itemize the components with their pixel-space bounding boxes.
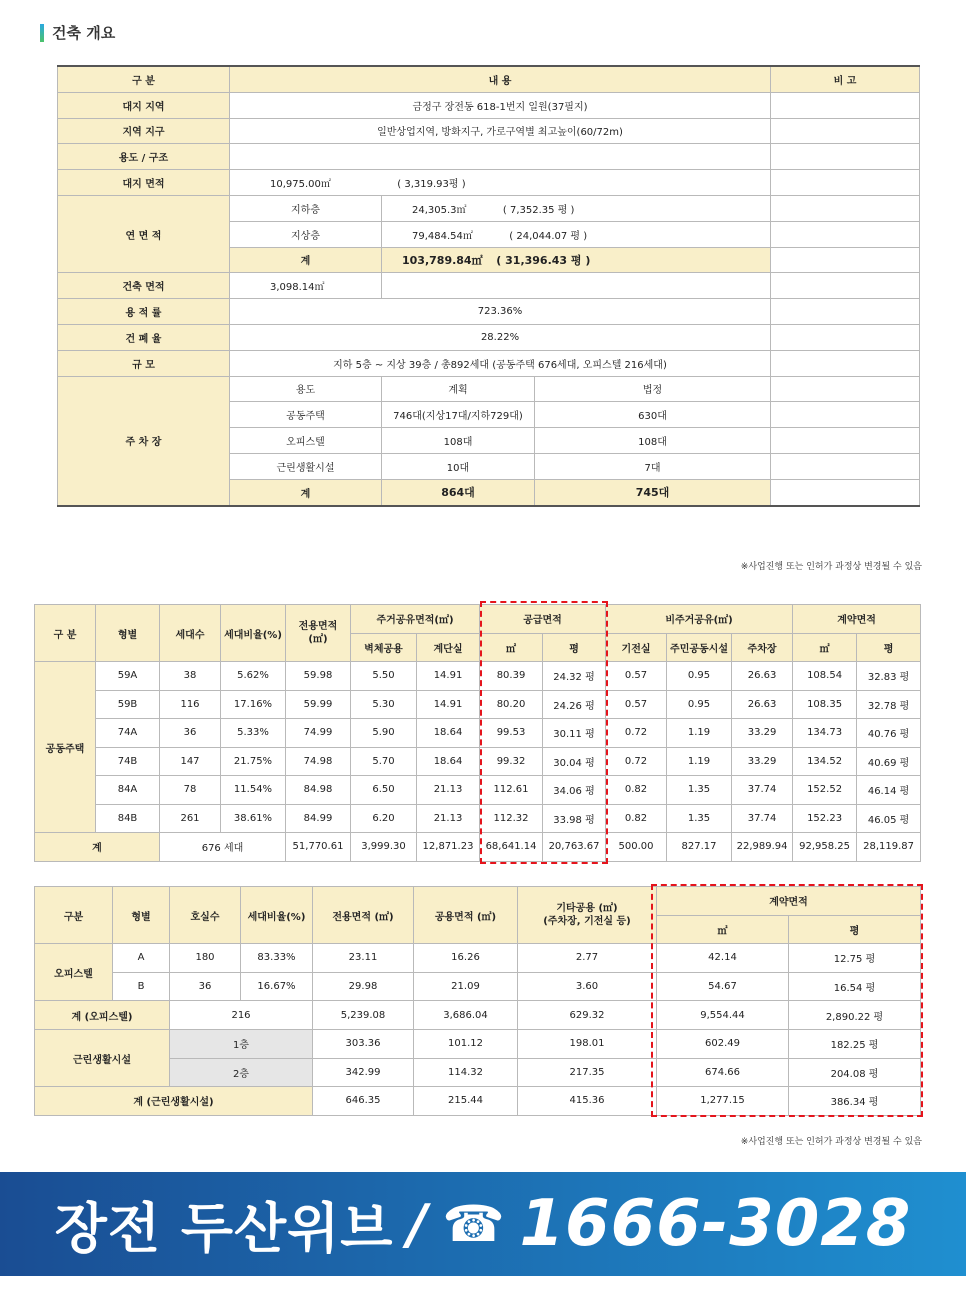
apt-head-machine: 기전실 (606, 633, 667, 662)
building-area-label: 건축 면적 (58, 273, 230, 299)
apt-cell: 59A (96, 662, 160, 691)
off-cell: 180 (170, 944, 241, 973)
retail-total-cell: 215.44 (414, 1087, 518, 1116)
off-total-label: 계 (오피스텔) (35, 1001, 170, 1030)
apt-total-cell: 92,958.25 (793, 833, 857, 862)
off-total-cell: 9,554.44 (657, 1001, 789, 1030)
off-head-other-sub: (주차장, 기전실 등) (543, 916, 631, 928)
contact-banner (0, 1172, 966, 1276)
apt-cell: 1.19 (667, 719, 732, 748)
site-area-pyeong: ( 3,319.93평 ) (397, 179, 466, 191)
off-head-gubun: 구분 (35, 887, 113, 944)
off-cell: B (113, 972, 170, 1001)
retail-total-cell: 1,277.15 (657, 1087, 789, 1116)
retail-cell: 101.12 (414, 1029, 518, 1058)
apt-cell: 33.29 (732, 719, 793, 748)
apt-cell: 152.52 (793, 776, 857, 805)
retail-cell: 674.66 (657, 1058, 789, 1087)
retail-total-cell: 646.35 (313, 1087, 414, 1116)
floor-area-total-name: 계 (230, 247, 382, 273)
building-area-value: 3,098.14㎡ (230, 273, 382, 299)
apt-cell: 0.72 (606, 747, 667, 776)
apt-group-label: 공동주택 (35, 662, 96, 833)
parking-label: 주 차 장 (58, 376, 230, 505)
zone-value: 일반상업지역, 방화지구, 가로구역별 최고높이(60/72m) (230, 118, 771, 144)
apt-cell: 108.35 (793, 690, 857, 719)
phone-number[interactable]: 1666-3028 (519, 1187, 912, 1261)
bcr-label: 건 폐 율 (58, 324, 230, 350)
head-gubun: 구 분 (58, 66, 230, 92)
off-head-other (518, 887, 657, 944)
off-cell: 29.98 (313, 972, 414, 1001)
off-head-ratio: 세대비율(%) (241, 887, 313, 944)
apt-cell: 0.95 (667, 662, 732, 691)
banner-text (55, 1186, 912, 1263)
apt-cell: 74A (96, 719, 160, 748)
apt-total-cell: 22,989.94 (732, 833, 793, 862)
off-total-cell: 2,890.22 평 (789, 1001, 921, 1030)
apt-head-wall: 벽체공용 (351, 633, 417, 662)
off-cell: 83.33% (241, 944, 313, 973)
apt-cell: 36 (160, 719, 221, 748)
apt-total-cell: 827.17 (667, 833, 732, 862)
off-total-rooms: 216 (170, 1001, 313, 1030)
overview-table (57, 65, 920, 507)
apt-cell: 0.95 (667, 690, 732, 719)
apt-cell: 14.91 (417, 690, 480, 719)
parking-head-legal: 법정 (535, 376, 771, 402)
off-total-cell: 5,239.08 (313, 1001, 414, 1030)
apt-cell: 112.61 (480, 776, 543, 805)
scale-label: 규 모 (58, 350, 230, 376)
off-head-contract-pyeong: 평 (789, 915, 921, 944)
phone-icon: ☎ (442, 1195, 506, 1253)
apt-cell: 99.32 (480, 747, 543, 776)
off-cell: 23.11 (313, 944, 414, 973)
off-head-type: 형별 (113, 887, 170, 944)
apt-head-community: 주민공동시설 (667, 633, 732, 662)
off-cell: 42.14 (657, 944, 789, 973)
retail-total-cell: 415.36 (518, 1087, 657, 1116)
apt-cell: 84.99 (286, 804, 351, 833)
retail-cell: 114.32 (414, 1058, 518, 1087)
off-head-exclusive: 전용면적 (㎡) (313, 887, 414, 944)
apt-cell: 37.74 (732, 804, 793, 833)
site-area-label: 대지 면적 (58, 170, 230, 196)
apt-head-contract-sqm: ㎡ (793, 633, 857, 662)
apt-cell: 84.98 (286, 776, 351, 805)
section-title (40, 22, 115, 43)
apt-cell: 5.62% (221, 662, 286, 691)
apt-cell: 0.72 (606, 719, 667, 748)
apt-cell: 59.99 (286, 690, 351, 719)
banner-name: 장전 두산위브 (54, 1196, 394, 1260)
apt-cell: 33.29 (732, 747, 793, 776)
parking-total-plan: 864대 (382, 479, 535, 505)
apt-head-units: 세대수 (160, 605, 221, 662)
apt-cell: 30.04 평 (543, 747, 606, 776)
apt-cell: 147 (160, 747, 221, 776)
retail-cell: 217.35 (518, 1058, 657, 1087)
retail-group-label: 근린생활시설 (35, 1029, 170, 1086)
floor-area-row (382, 195, 771, 221)
off-head-contract-sqm: ㎡ (657, 915, 789, 944)
apt-head-residential-common: 주거공유면적(㎡) (351, 605, 480, 634)
parking-head-use: 용도 (230, 376, 382, 402)
apt-cell: 33.98 평 (543, 804, 606, 833)
apt-cell: 116 (160, 690, 221, 719)
apt-total-cell: 68,641.14 (480, 833, 543, 862)
floor-area-total-pyeong: ( 31,396.43 평 ) (496, 253, 591, 267)
apt-head-type: 형별 (96, 605, 160, 662)
apt-cell: 40.76 평 (857, 719, 921, 748)
apt-cell: 84A (96, 776, 160, 805)
retail-cell: 198.01 (518, 1029, 657, 1058)
parking-legal: 108대 (535, 428, 771, 454)
apt-cell: 74.99 (286, 719, 351, 748)
apt-cell: 6.20 (351, 804, 417, 833)
apt-total-cell: 51,770.61 (286, 833, 351, 862)
section-title-text: 건축 개요 (52, 24, 116, 42)
apt-cell: 17.16% (221, 690, 286, 719)
off-total-cell: 629.32 (518, 1001, 657, 1030)
scale-value: 지하 5층 ~ 지상 39층 / 총892세대 (공동주택 676세대, 오피스텔 216세대) (230, 350, 771, 376)
off-group-label: 오피스텔 (35, 944, 113, 1001)
apt-cell: 38.61% (221, 804, 286, 833)
off-total-cell: 3,686.04 (414, 1001, 518, 1030)
apt-cell: 74B (96, 747, 160, 776)
floor-area-pyeong: ( 7,352.35 평 ) (502, 204, 575, 216)
bcr-value: 28.22% (230, 324, 771, 350)
apt-cell: 80.39 (480, 662, 543, 691)
parking-legal: 7대 (535, 453, 771, 479)
apt-cell: 134.73 (793, 719, 857, 748)
off-cell: 3.60 (518, 972, 657, 1001)
floor-area-total-sqm: 103,789.84㎡ (402, 253, 483, 267)
apt-cell: 112.32 (480, 804, 543, 833)
far-label: 용 적 률 (58, 299, 230, 325)
apt-cell: 30.11 평 (543, 719, 606, 748)
apt-head-supply-sqm: ㎡ (480, 633, 543, 662)
head-content: 내 용 (230, 66, 771, 92)
apt-head-parking: 주차장 (732, 633, 793, 662)
apt-cell: 59B (96, 690, 160, 719)
off-head-common: 공용면적 (㎡) (414, 887, 518, 944)
floor-area-name: 지하층 (230, 195, 382, 221)
apt-head-exclusive-unit: (㎡) (308, 634, 328, 645)
apt-cell: 80.20 (480, 690, 543, 719)
off-cell: 54.67 (657, 972, 789, 1001)
apt-cell: 78 (160, 776, 221, 805)
apt-head-gubun: 구 분 (35, 605, 96, 662)
off-cell: 16.54 평 (789, 972, 921, 1001)
off-head-rooms: 호실수 (170, 887, 241, 944)
floor-area-sqm: 24,305.3㎡ (412, 204, 467, 216)
retail-cell: 182.25 평 (789, 1029, 921, 1058)
off-cell: A (113, 944, 170, 973)
apt-head-non-residential: 비주거공유(㎡) (606, 605, 793, 634)
floor-area-sqm: 79,484.54㎡ (412, 230, 473, 242)
apt-cell: 5.50 (351, 662, 417, 691)
site-area-value (230, 170, 771, 196)
apt-cell: 18.64 (417, 719, 480, 748)
apt-cell: 5.70 (351, 747, 417, 776)
site-area-sqm: 10,975.00㎡ (270, 179, 331, 191)
parking-use: 근린생활시설 (230, 453, 382, 479)
apt-cell: 26.63 (732, 662, 793, 691)
floor-area-row (382, 221, 771, 247)
retail-floor: 2층 (170, 1058, 313, 1087)
change-note: ※사업진행 또는 인허가 과정상 변경될 수 있음 (740, 562, 922, 572)
title-bar-icon (40, 24, 44, 42)
retail-total-label: 계 (근린생활시설) (35, 1087, 313, 1116)
apt-cell: 14.91 (417, 662, 480, 691)
apt-total-cell: 12,871.23 (417, 833, 480, 862)
retail-cell: 342.99 (313, 1058, 414, 1087)
apt-cell: 32.83 평 (857, 662, 921, 691)
apt-cell: 37.74 (732, 776, 793, 805)
off-cell: 36 (170, 972, 241, 1001)
apt-cell: 18.64 (417, 747, 480, 776)
apt-cell: 59.98 (286, 662, 351, 691)
parking-head-plan: 계획 (382, 376, 535, 402)
floor-area-total (382, 247, 771, 273)
off-head-contract: 계약면적 (657, 887, 921, 916)
off-cell: 12.75 평 (789, 944, 921, 973)
apt-head-supply: 공급면적 (480, 605, 606, 634)
apt-cell: 0.82 (606, 776, 667, 805)
apt-cell: 261 (160, 804, 221, 833)
floor-area-name: 지상층 (230, 221, 382, 247)
apt-cell: 134.52 (793, 747, 857, 776)
parking-total-legal: 745대 (535, 479, 771, 505)
apt-total-cell: 3,999.30 (351, 833, 417, 862)
apt-total-label: 계 (35, 833, 160, 862)
use-value (230, 144, 771, 170)
apt-cell: 1.35 (667, 776, 732, 805)
apt-cell: 5.33% (221, 719, 286, 748)
officetel-table (34, 886, 921, 1116)
parking-total-use: 계 (230, 479, 382, 505)
apt-cell: 21.75% (221, 747, 286, 776)
apt-total-cell: 500.00 (606, 833, 667, 862)
apt-head-exclusive-text: 전용면적 (298, 621, 338, 632)
site-location-label: 대지 지역 (58, 92, 230, 118)
apt-head-supply-pyeong: 평 (543, 633, 606, 662)
apt-cell: 24.26 평 (543, 690, 606, 719)
off-cell: 16.67% (241, 972, 313, 1001)
apt-cell: 46.14 평 (857, 776, 921, 805)
apt-cell: 1.35 (667, 804, 732, 833)
apt-cell: 32.78 평 (857, 690, 921, 719)
change-note-bottom: ※사업진행 또는 인허가 과정상 변경될 수 있음 (740, 1137, 922, 1147)
apartment-table (34, 604, 921, 862)
apt-head-stair: 계단실 (417, 633, 480, 662)
banner-divider: / (407, 1192, 429, 1256)
zone-label: 지역 지구 (58, 118, 230, 144)
parking-plan: 108대 (382, 428, 535, 454)
apt-cell: 11.54% (221, 776, 286, 805)
apt-head-contract: 계약면적 (793, 605, 921, 634)
floor-area-pyeong: ( 24,044.07 평 ) (509, 230, 588, 242)
retail-cell: 602.49 (657, 1029, 789, 1058)
head-note: 비 고 (771, 66, 920, 92)
apt-cell: 74.98 (286, 747, 351, 776)
apt-total-cell: 20,763.67 (543, 833, 606, 862)
apt-cell: 0.57 (606, 662, 667, 691)
apt-head-exclusive (286, 605, 351, 662)
apt-cell: 24.32 평 (543, 662, 606, 691)
far-value: 723.36% (230, 299, 771, 325)
parking-plan: 10대 (382, 453, 535, 479)
floor-area-label: 연 면 적 (58, 195, 230, 272)
apt-cell: 46.05 평 (857, 804, 921, 833)
retail-total-cell: 386.34 평 (789, 1087, 921, 1116)
parking-use: 공동주택 (230, 402, 382, 428)
apt-cell: 21.13 (417, 776, 480, 805)
retail-floor: 1층 (170, 1029, 313, 1058)
apt-head-contract-pyeong: 평 (857, 633, 921, 662)
apt-cell: 99.53 (480, 719, 543, 748)
retail-cell: 204.08 평 (789, 1058, 921, 1087)
apt-cell: 5.30 (351, 690, 417, 719)
apt-cell: 21.13 (417, 804, 480, 833)
off-head-other-text: 기타공용 (㎡) (556, 903, 618, 915)
apt-cell: 6.50 (351, 776, 417, 805)
off-cell: 16.26 (414, 944, 518, 973)
apt-cell: 84B (96, 804, 160, 833)
off-cell: 2.77 (518, 944, 657, 973)
use-label: 용도 / 구조 (58, 144, 230, 170)
apt-cell: 152.23 (793, 804, 857, 833)
site-location-value: 금정구 장전동 618-1번지 일원(37필지) (230, 92, 771, 118)
parking-legal: 630대 (535, 402, 771, 428)
apt-total-cell: 28,119.87 (857, 833, 921, 862)
off-cell: 21.09 (414, 972, 518, 1001)
apt-cell: 34.06 평 (543, 776, 606, 805)
parking-use: 오피스텔 (230, 428, 382, 454)
apt-cell: 0.82 (606, 804, 667, 833)
apt-total-units: 676 세대 (160, 833, 286, 862)
apt-cell: 38 (160, 662, 221, 691)
parking-plan: 746대(지상17대/지하729대) (382, 402, 535, 428)
apt-cell: 0.57 (606, 690, 667, 719)
apt-cell: 26.63 (732, 690, 793, 719)
apt-cell: 5.90 (351, 719, 417, 748)
apt-cell: 1.19 (667, 747, 732, 776)
apt-cell: 40.69 평 (857, 747, 921, 776)
apt-head-ratio: 세대비율(%) (221, 605, 286, 662)
apt-cell: 108.54 (793, 662, 857, 691)
retail-cell: 303.36 (313, 1029, 414, 1058)
